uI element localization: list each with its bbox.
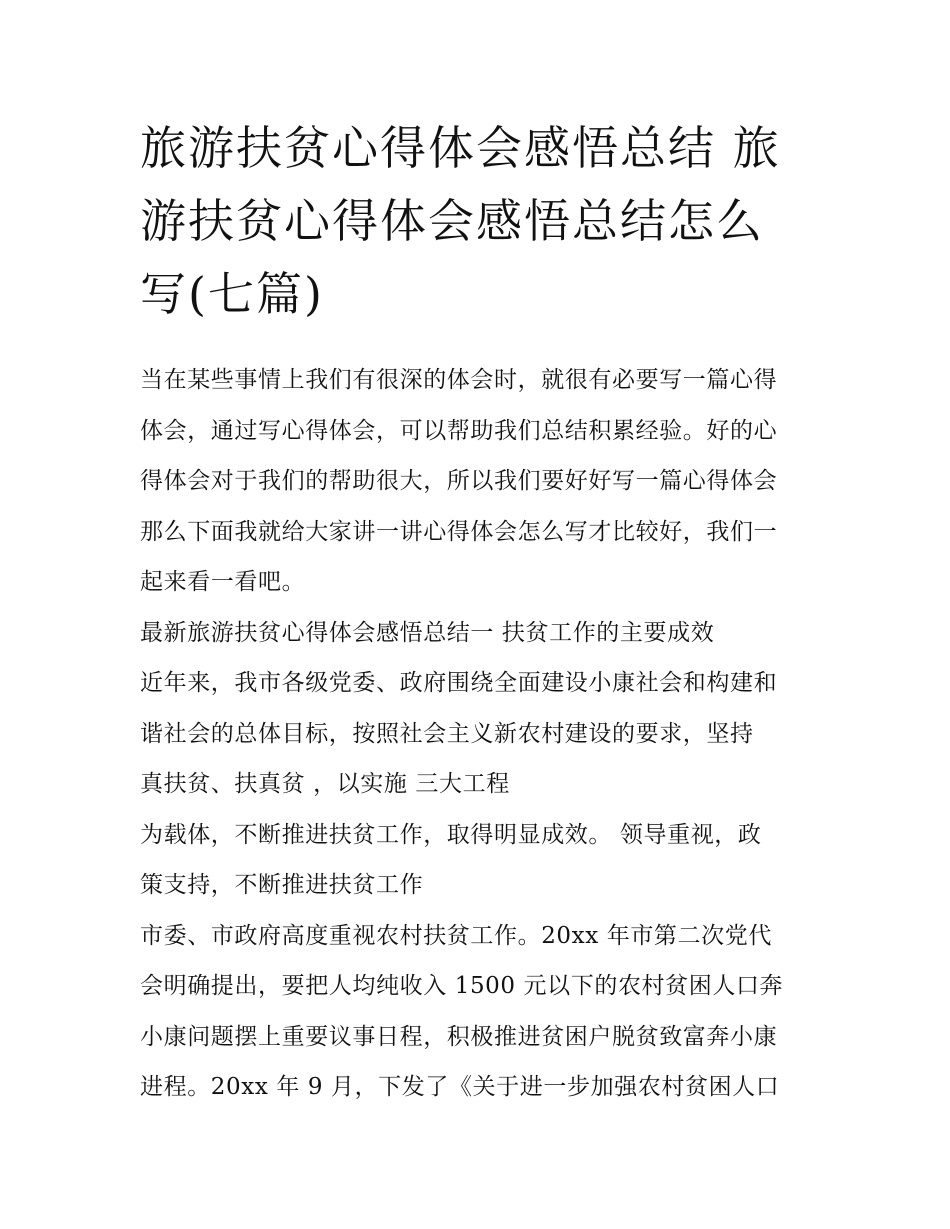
title-line: 写(七篇): [140, 267, 324, 321]
title-line: 游扶贫心得体会感悟总结怎么: [140, 194, 764, 248]
body-line: 起来看一看吧。: [140, 569, 306, 595]
body-line: 小康问题摆上重要议事日程，积极推进贫困户脱贫致富奔小康: [140, 1023, 778, 1050]
body-line: 得体会对于我们的帮助很大，所以我们要好好写一篇心得体会: [140, 468, 778, 494]
body-line: 为载体，不断推进扶贫工作，取得明显成效。 领导重视，政: [140, 821, 762, 848]
body-line: 体会，通过写心得体会，可以帮助我们总结积累经验。好的心: [140, 417, 778, 444]
body-line: 那么下面我就给大家讲一讲心得体会怎么写才比较好，我们一: [140, 518, 778, 545]
body-line: 策支持，不断推进扶贫工作: [140, 872, 424, 898]
body-line: 会明确提出，要把人均纯收入 1500 元以下的农村贫困人口奔: [140, 973, 784, 999]
body-line: 进程。20xx 年 9 月，下发了《关于进一步加强农村贫困人口: [140, 1074, 780, 1100]
body-line: 谐社会的总体目标，按照社会主义新农村建设的要求，坚持: [140, 720, 754, 747]
body-line: 近年来，我市各级党委、政府围绕全面建设小康社会和构建和: [140, 670, 778, 696]
body-line: 当在某些事情上我们有很深的体会时，就很有必要写一篇心得: [140, 367, 778, 393]
body-line: 真扶贫、扶真贫 ，以实施 三大工程: [140, 771, 510, 797]
document-title: [140, 112, 820, 331]
document-body: [140, 355, 830, 1113]
body-line: 市委、市政府高度重视农村扶贫工作。20xx 年市第二次党代: [140, 922, 772, 949]
title-line: 旅游扶贫心得体会感悟总结 旅: [140, 121, 781, 175]
section-heading: 最新旅游扶贫心得体会感悟总结一 扶贫工作的主要成效: [140, 619, 715, 646]
